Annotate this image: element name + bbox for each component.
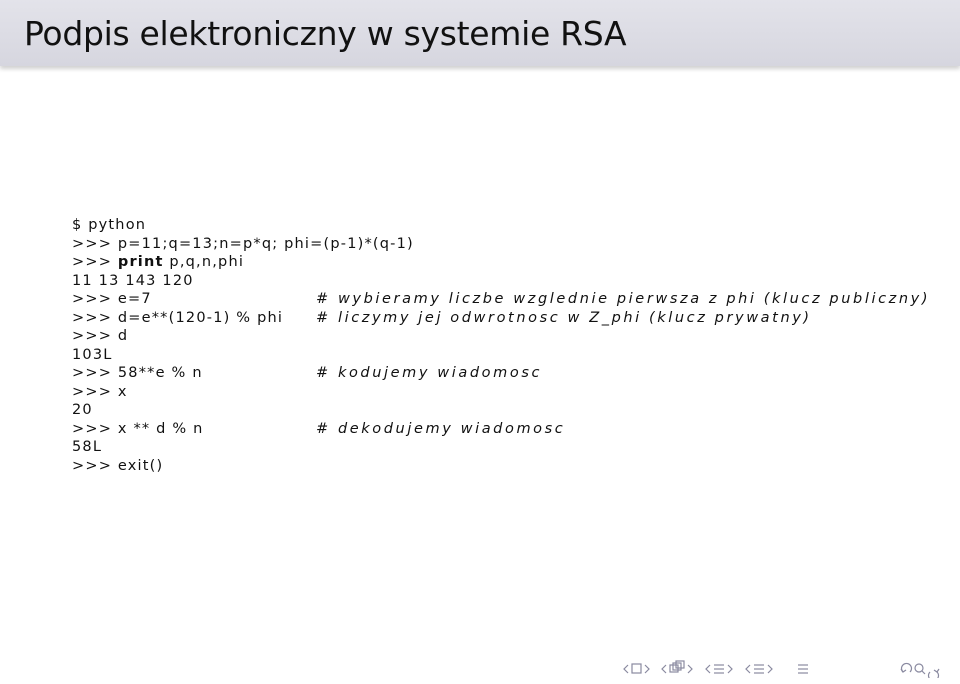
slide-title: Podpis elektroniczny w systemie RSA	[24, 14, 627, 53]
nav-subsubsection-icon[interactable]	[754, 665, 764, 673]
code-output: 58L	[72, 439, 103, 455]
code-comment: # wybieramy liczbe wzglednie pierwsza z phi (klucz publiczny)	[316, 291, 931, 307]
code-command: >>> exit()	[72, 457, 164, 474]
beamer-navigation	[620, 660, 950, 678]
nav-section-icon[interactable]	[670, 661, 684, 672]
code-command: >>> 58**e % n	[72, 365, 203, 381]
code-prompt: >>>	[72, 254, 118, 270]
code-command: $ python	[72, 217, 147, 233]
code-line	[72, 364, 942, 383]
code-line	[72, 401, 942, 420]
code-command: >>> e=7	[72, 291, 152, 307]
code-output: 103L	[72, 346, 113, 363]
nav-subsubsection-left-icon[interactable]	[746, 665, 750, 673]
slide-title-bar	[0, 0, 960, 66]
code-output: 11 13 143 120	[72, 272, 194, 289]
nav-search-icon[interactable]	[915, 664, 939, 678]
nav-back-icon[interactable]	[901, 663, 912, 672]
code-command	[72, 253, 244, 272]
code-comment: # liczymy jej odwrotnosc w Z_phi (klucz prywatny)	[316, 309, 812, 326]
nav-right-icon[interactable]	[645, 665, 649, 673]
nav-align-icon[interactable]	[798, 665, 808, 673]
code-line	[72, 272, 942, 291]
code-line	[72, 383, 942, 402]
code-command: >>> x ** d % n	[72, 420, 204, 437]
nav-frame-icon[interactable]	[632, 664, 641, 673]
nav-section-right-icon[interactable]	[688, 665, 692, 673]
navigation-symbols	[620, 660, 950, 678]
nav-left-icon[interactable]	[624, 665, 628, 673]
code-comment: # dekodujemy wiadomosc	[316, 420, 566, 437]
code-line	[72, 253, 942, 272]
code-command: >>> p=11;q=13;n=p*q; phi=(p-1)*(q-1)	[72, 235, 414, 252]
code-line	[72, 346, 942, 365]
code-output: 20	[72, 402, 93, 418]
code-keyword: print	[117, 254, 164, 270]
code-args: p,q,n,phi	[163, 254, 245, 270]
code-line	[72, 235, 942, 254]
code-line	[72, 420, 942, 439]
code-command: >>> x	[72, 383, 128, 400]
code-command: >>> d=e**(120-1) % phi	[72, 309, 284, 326]
nav-subsection-right-icon[interactable]	[728, 665, 732, 673]
code-line	[72, 457, 942, 476]
code-command: >>> d	[72, 328, 129, 344]
nav-subsection-left-icon[interactable]	[706, 665, 710, 673]
code-line	[72, 438, 942, 457]
code-comment: # kodujemy wiadomosc	[316, 365, 543, 381]
code-line	[72, 309, 942, 328]
code-line	[72, 290, 942, 309]
code-block	[72, 216, 942, 475]
nav-subsubsection-right-icon[interactable]	[768, 665, 772, 673]
code-line	[72, 327, 942, 346]
nav-section-left-icon[interactable]	[662, 665, 666, 673]
code-line	[72, 216, 942, 235]
nav-subsection-icon[interactable]	[714, 665, 724, 673]
